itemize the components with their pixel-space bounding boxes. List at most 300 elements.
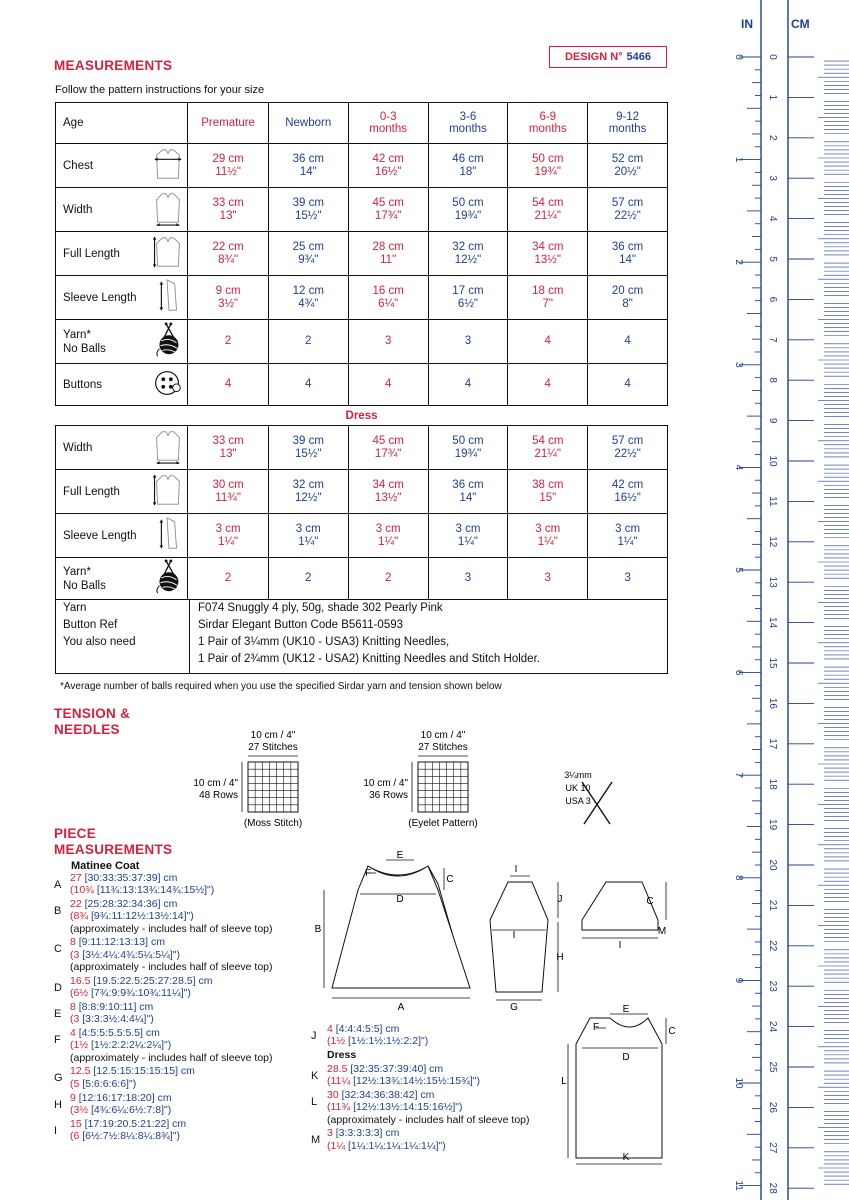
value-cell [348, 144, 428, 188]
piece-measurement [54, 936, 273, 973]
row-label-text: Sleeve Length [63, 291, 137, 304]
piece-line [70, 1001, 273, 1013]
piece-letter: E [54, 1007, 62, 1020]
ruler-cm-number: 2 [767, 135, 778, 141]
swatch-side-rows: 48 Rows [199, 790, 238, 801]
piece-value-red: (6 [70, 1129, 80, 1142]
piece-line [70, 884, 273, 896]
diagram-label: I [618, 940, 622, 951]
value-text: 36 cm [452, 478, 484, 491]
row-label [56, 426, 188, 470]
value-cell [428, 514, 508, 558]
value-text: 22½" [614, 447, 641, 460]
length-icon [153, 234, 183, 270]
ruler-cm-number: 1 [767, 94, 778, 101]
value-cell [268, 276, 348, 320]
value-cell [188, 276, 268, 320]
piece-letter: A [54, 879, 62, 891]
value-text: 29 cm [212, 152, 244, 165]
value-text: 4 [464, 378, 472, 390]
value-text: 19¾" [454, 447, 482, 460]
value-text: 11¾" [215, 491, 241, 504]
piece-value-blue: [9:11:12:13:13] cm [75, 936, 165, 949]
piece-value-red: (3 [70, 1013, 80, 1026]
value-text: 2 [384, 572, 392, 584]
value-cell [268, 364, 348, 406]
ruler-cm-number: 3 [767, 175, 778, 181]
value-text: 11½" [215, 165, 241, 178]
diagram-label: H [556, 952, 564, 963]
yarn-icon [153, 322, 183, 358]
piece-letter: I [54, 1124, 58, 1137]
piece-value-blue: [25:28:32:34:36] cm [81, 898, 178, 911]
value-cell [348, 558, 428, 600]
swatch-side-height: 10 cm / 4" [363, 778, 408, 789]
size-header-line1: Newborn [285, 117, 332, 129]
value-text: 21¼" [534, 209, 561, 222]
tension-title [54, 706, 130, 738]
value-cell [428, 320, 508, 364]
row-label-text: Yarn* [63, 328, 91, 341]
value-text: 1¼" [617, 535, 638, 548]
width-icon [153, 428, 183, 464]
value-text: 57 cm [611, 196, 644, 209]
value-text: 3½" [218, 297, 239, 310]
piece-measurement [54, 1065, 273, 1090]
value-cell [188, 144, 268, 188]
tension-title-line1: TENSION & [54, 706, 131, 721]
ruler-cm-number: 24 [767, 1021, 778, 1033]
piece-letter: G [54, 1072, 63, 1085]
dress-heading: Dress [56, 406, 668, 426]
size-header-line2: months [369, 123, 408, 135]
value-cell [508, 276, 588, 320]
value-text: 2 [224, 572, 232, 584]
value-cell [588, 426, 668, 470]
value-text: 4 [305, 378, 312, 390]
value-cell [508, 320, 588, 364]
info-value: Sirdar Elegant Button Code B5611-0593 [198, 619, 404, 631]
value-cell [348, 276, 428, 320]
value-text: 42 cm [372, 152, 404, 165]
info-label: You also need [63, 636, 136, 648]
piece-measurement [54, 1092, 273, 1117]
piece-value-blue: [30:33:35:37:39] cm [81, 872, 178, 884]
piece-value-blue: [3:3:3½:4:4¼]") [79, 1013, 154, 1026]
ruler-inch-number: 11 [733, 1180, 744, 1191]
value-text: 7" [542, 297, 553, 310]
piece-line [70, 1027, 273, 1039]
swatch-caption: (Eyelet Pattern) [408, 818, 478, 829]
piece-value-blue: [4:4:4:5:5] cm [332, 1023, 400, 1035]
value-text: 33 cm [212, 434, 244, 447]
diagram-label: C [646, 896, 654, 907]
value-text: 28 cm [372, 240, 404, 253]
value-cell [588, 144, 668, 188]
ruler-cm-number: 18 [767, 778, 778, 790]
swatch-top-stitches: 27 Stitches [248, 742, 298, 753]
value-cell [588, 276, 668, 320]
value-cell [508, 364, 588, 406]
value-text: 13½" [534, 253, 561, 266]
value-cell [588, 364, 668, 406]
value-text: 1¼" [378, 535, 399, 548]
value-text: 12 cm [292, 284, 324, 297]
swatch-grid [248, 762, 298, 812]
piece-list-left [54, 872, 273, 1144]
piece-measurement [54, 898, 273, 935]
value-text: 8¾" [218, 253, 239, 266]
value-cell [508, 232, 588, 276]
diagram-label: I [512, 930, 516, 941]
piece-value-red: (10¾ [70, 884, 94, 897]
value-text: 2 [224, 335, 232, 347]
row-label [56, 514, 188, 558]
value-text: 12½" [295, 491, 322, 504]
value-text: 20½" [614, 165, 641, 178]
value-text: 22½" [614, 209, 641, 222]
piece-value-red: (3½ [70, 1103, 89, 1116]
piece-line [70, 1065, 273, 1077]
size-header-line2: months [528, 123, 567, 135]
row-label [56, 232, 188, 276]
ruler-cm-number: 7 [767, 337, 778, 343]
row-label-text: Buttons [63, 378, 102, 391]
value-text: 45 cm [372, 434, 404, 447]
value-text: 11" [380, 253, 397, 266]
value-text: 4 [544, 378, 551, 390]
value-text: 13" [219, 447, 237, 460]
piece-value-red: (11¼ [327, 1075, 351, 1088]
value-text: 34 cm [532, 240, 564, 253]
diagram-label: D [622, 1052, 630, 1063]
diagram-label: J [557, 894, 563, 905]
size-header [188, 103, 268, 144]
value-text: 33 cm [212, 196, 244, 209]
value-text: 3 cm [375, 522, 401, 535]
piece-letter: J [311, 1030, 317, 1042]
value-text: 9¾" [298, 253, 319, 266]
value-text: 3 cm [215, 522, 241, 535]
piece-line [70, 987, 273, 999]
piece-line [70, 872, 273, 884]
piece-value-blue: [12:16:17:18:20] cm [75, 1091, 172, 1104]
piece-line [70, 910, 273, 922]
ruler-cm-number: 5 [767, 256, 778, 262]
value-text: 17¾" [374, 447, 402, 460]
value-text: 2 [305, 572, 312, 584]
value-text: 15½" [295, 209, 322, 222]
value-cell [588, 188, 668, 232]
piece-value-blue: [1¼:1¼:1¼:1¼:1¼]") [345, 1139, 446, 1152]
value-cell [348, 232, 428, 276]
piece-value-red: 28.5 [327, 1062, 348, 1075]
ruler-bg [733, 0, 849, 1200]
value-cell [428, 276, 508, 320]
value-text: 8" [622, 297, 633, 310]
piece-value-blue: [6½:7½:8¼:8¼:8¾]") [79, 1129, 180, 1142]
value-text: 1¼" [537, 535, 558, 548]
piece-value-blue: [5:6:6:6:6]") [79, 1077, 137, 1090]
footnote: *Average number of balls required when you use the specified Sirdar yarn and tension shown below [60, 681, 502, 692]
piece-value-red: (3 [70, 948, 80, 961]
diagram-label: E [622, 1004, 630, 1015]
value-cell [188, 514, 268, 558]
piece-value-red: 8 [70, 1000, 76, 1013]
sleeve-icon [153, 516, 183, 552]
ruler-cm-label: CM [791, 17, 810, 31]
piece-line [70, 961, 273, 973]
value-text: 36 cm [611, 240, 644, 253]
piece-line [70, 1039, 273, 1051]
row-label-text-2: No Balls [63, 342, 106, 355]
piece-line [70, 1052, 273, 1064]
value-cell [268, 558, 348, 600]
tension-title-line2: NEEDLES [54, 722, 120, 737]
ruler-cm-number: 6 [767, 296, 778, 303]
piece-value-blue: [9¾:11:12½:13½:14]") [88, 910, 194, 923]
size-header-line1: Premature [201, 117, 255, 129]
swatch-grid [418, 762, 468, 812]
piece-value-red: (8¾ [70, 910, 89, 923]
piece-value-blue: [11¾:13:13¾:14¾:15½]") [93, 884, 215, 897]
piece-line [70, 1013, 273, 1025]
info-value: 1 Pair of 2¾mm (UK12 - USA2) Knitting Needles and Stitch Holder. [198, 653, 540, 665]
value-text: 3 [624, 572, 631, 584]
value-text: 18 cm [532, 284, 564, 297]
piece-line [70, 1104, 273, 1116]
value-text: 45 cm [372, 196, 404, 209]
size-header [428, 103, 508, 144]
value-cell [428, 232, 508, 276]
ruler-cm-number: 9 [767, 417, 778, 424]
value-text: 54 cm [532, 196, 564, 209]
value-cell [348, 470, 428, 514]
value-text: 39 cm [292, 434, 324, 447]
ruler [733, 0, 849, 1200]
piece-value-red: 4 [70, 1027, 76, 1040]
diagram-label: G [510, 1002, 518, 1013]
value-cell [508, 188, 588, 232]
value-text: 20 cm [611, 284, 644, 297]
matinee-coat-subtitle: Matinee Coat [71, 860, 140, 872]
row-label-text: Width [63, 441, 93, 454]
piece-value-blue: [32:34:36:38:42] cm [338, 1088, 435, 1101]
value-cell [268, 514, 348, 558]
tension-diagrams [180, 726, 700, 832]
swatch-top-stitches: 27 Stitches [418, 742, 468, 753]
value-cell [428, 188, 508, 232]
piece-letter: D [54, 981, 62, 994]
piece-value-red: (5 [70, 1077, 80, 1090]
ruler-cm-number: 25 [767, 1061, 778, 1073]
piece-value-blue: [4:5:5:5.5:5.5] cm [75, 1027, 160, 1040]
ruler-inch-number: 6 [733, 669, 744, 676]
value-text: 9 cm [215, 284, 241, 297]
value-cell [188, 320, 268, 364]
piece-letter: M [311, 1134, 321, 1147]
ruler-cm-number: 22 [767, 940, 778, 952]
value-text: 25 cm [292, 240, 324, 253]
ruler-cm-number: 4 [767, 215, 778, 222]
row-label-text-2: No Balls [63, 579, 106, 592]
value-text: 34 cm [372, 478, 404, 491]
value-cell [428, 364, 508, 406]
piece-value-blue: [3½:4¼:4¾:5¼:5¼]") [79, 948, 180, 961]
value-cell [188, 426, 268, 470]
ruler-inch-number: 9 [733, 977, 744, 984]
value-cell [188, 470, 268, 514]
needle-size-label: UK 10 [565, 783, 591, 793]
piece-diagrams [310, 848, 680, 1168]
piece-letter: L [311, 1095, 318, 1108]
piece-line [70, 975, 273, 987]
piece-value-blue: (approximately - includes half of sleeve top) [70, 1051, 273, 1064]
yarn-icon [153, 559, 183, 595]
value-text: 6½" [457, 297, 478, 310]
value-text: 50 cm [532, 152, 564, 165]
ruler-cm-number: 8 [767, 377, 778, 383]
diagram-label: F [592, 1022, 600, 1033]
row-label [56, 364, 188, 406]
value-text: 3 cm [535, 522, 561, 535]
ruler-cm-number: 15 [767, 657, 778, 669]
value-text: 1¼" [457, 535, 478, 548]
ruler-cm-number: 26 [767, 1101, 778, 1113]
size-header-line1: 0-3 [379, 111, 397, 123]
row-label [56, 320, 188, 364]
ruler-inch-number: 5 [733, 567, 744, 573]
value-text: 3 cm [455, 522, 481, 535]
value-text: 46 cm [452, 152, 484, 165]
width-icon [153, 190, 183, 226]
piece-value-red: 4 [327, 1023, 333, 1035]
value-text: 3 cm [295, 522, 321, 535]
ruler-cm-number: 10 [767, 455, 778, 467]
piece-letter: H [54, 1098, 62, 1111]
value-cell [188, 232, 268, 276]
piece-letter: C [54, 943, 62, 956]
row-label [56, 103, 188, 144]
value-cell [268, 426, 348, 470]
piece-measurement [54, 1118, 273, 1143]
piece-value-blue: [4¾:6¼:6½:7:8]") [88, 1103, 172, 1116]
piece-value-blue: (approximately - includes half of sleeve top) [70, 922, 273, 935]
piece-letter: B [54, 905, 62, 918]
value-text: 15" [539, 491, 557, 504]
swatch-caption: (Moss Stitch) [243, 818, 303, 829]
value-cell [588, 558, 668, 600]
value-text: 16½" [374, 165, 402, 178]
diagram-label: F [364, 868, 372, 879]
value-cell [428, 144, 508, 188]
size-header [588, 103, 668, 144]
diagram-label: K [622, 1152, 630, 1163]
value-cell [348, 364, 428, 406]
size-header-line2: months [608, 123, 647, 135]
piece-value-red: (6½ [70, 987, 89, 1000]
design-number-box [549, 46, 667, 68]
value-text: 12½" [454, 253, 482, 266]
piece-value-red: 15 [70, 1117, 82, 1130]
dress-piece [576, 1018, 662, 1158]
value-text: 15½" [295, 447, 322, 460]
ruler-cm-number: 21 [767, 899, 778, 911]
diagram-label: C [668, 1026, 676, 1037]
piece-letter: F [54, 1034, 61, 1047]
value-text: 19¾" [534, 165, 561, 178]
ruler-cm-number: 20 [767, 859, 778, 871]
value-text: 17 cm [452, 284, 484, 297]
value-text: 3 cm [615, 522, 641, 535]
tension-swatch [193, 730, 302, 829]
ruler-cm-number: 28 [767, 1182, 778, 1194]
info-value: F074 Snuggly 4 ply, 50g, shade 302 Pearly Pink [198, 602, 443, 614]
measurements-title: MEASUREMENTS [54, 58, 173, 73]
piece-value-blue: (approximately - includes half of sleeve top) [70, 961, 273, 974]
value-text: 21¼" [534, 447, 561, 460]
value-text: 16½" [614, 491, 641, 504]
size-header-line1: 3-6 [459, 111, 477, 123]
row-label [56, 188, 188, 232]
value-text: 32 cm [292, 478, 324, 491]
piece-value-red: (11¾ [327, 1101, 351, 1114]
piece-value-red: (1½ [327, 1035, 346, 1048]
row-label-text: Sleeve Length [63, 529, 137, 542]
size-header-line2: months [449, 123, 487, 135]
piece-value-red: 9 [70, 1091, 76, 1104]
value-cell [268, 144, 348, 188]
row-label-text: Age [63, 117, 84, 129]
value-cell [508, 426, 588, 470]
value-text: 50 cm [452, 434, 484, 447]
piece-value-red: 27 [70, 872, 82, 884]
size-header-line1: 9-12 [616, 111, 640, 123]
value-cell [508, 144, 588, 188]
piece-value-blue: [7¾:9:9¾:10¾:11¼]") [88, 987, 191, 1000]
value-text: 4¾" [298, 297, 319, 310]
value-text: 2 [305, 335, 312, 347]
value-text: 13" [219, 209, 237, 222]
piece-line [70, 1118, 273, 1130]
value-text: 32 cm [452, 240, 484, 253]
value-cell [428, 558, 508, 600]
row-label [56, 558, 188, 600]
row-label-text: Full Length [63, 485, 120, 498]
piece-value-red: 8 [70, 936, 76, 949]
ruler-cm-number: 23 [767, 980, 778, 992]
value-cell [428, 470, 508, 514]
diagram-label: M [657, 926, 667, 937]
value-cell [508, 470, 588, 514]
piece-value-red: 16.5 [70, 974, 91, 987]
value-text: 3 [464, 572, 472, 584]
value-cell [188, 558, 268, 600]
swatch-top-width: 10 cm / 4" [250, 730, 296, 741]
value-text: 19¾" [454, 209, 482, 222]
diagram-label: I [514, 864, 518, 875]
value-cell [188, 364, 268, 406]
value-text: 17¾" [374, 209, 402, 222]
value-cell [188, 188, 268, 232]
value-text: 52 cm [611, 152, 644, 165]
piece-line [70, 898, 273, 910]
materials-info [56, 600, 668, 674]
piece-value-red: 30 [327, 1088, 339, 1101]
value-text: 30 cm [212, 478, 244, 491]
ruler-cm-number: 11 [767, 496, 778, 507]
value-text: 3 [384, 335, 392, 347]
